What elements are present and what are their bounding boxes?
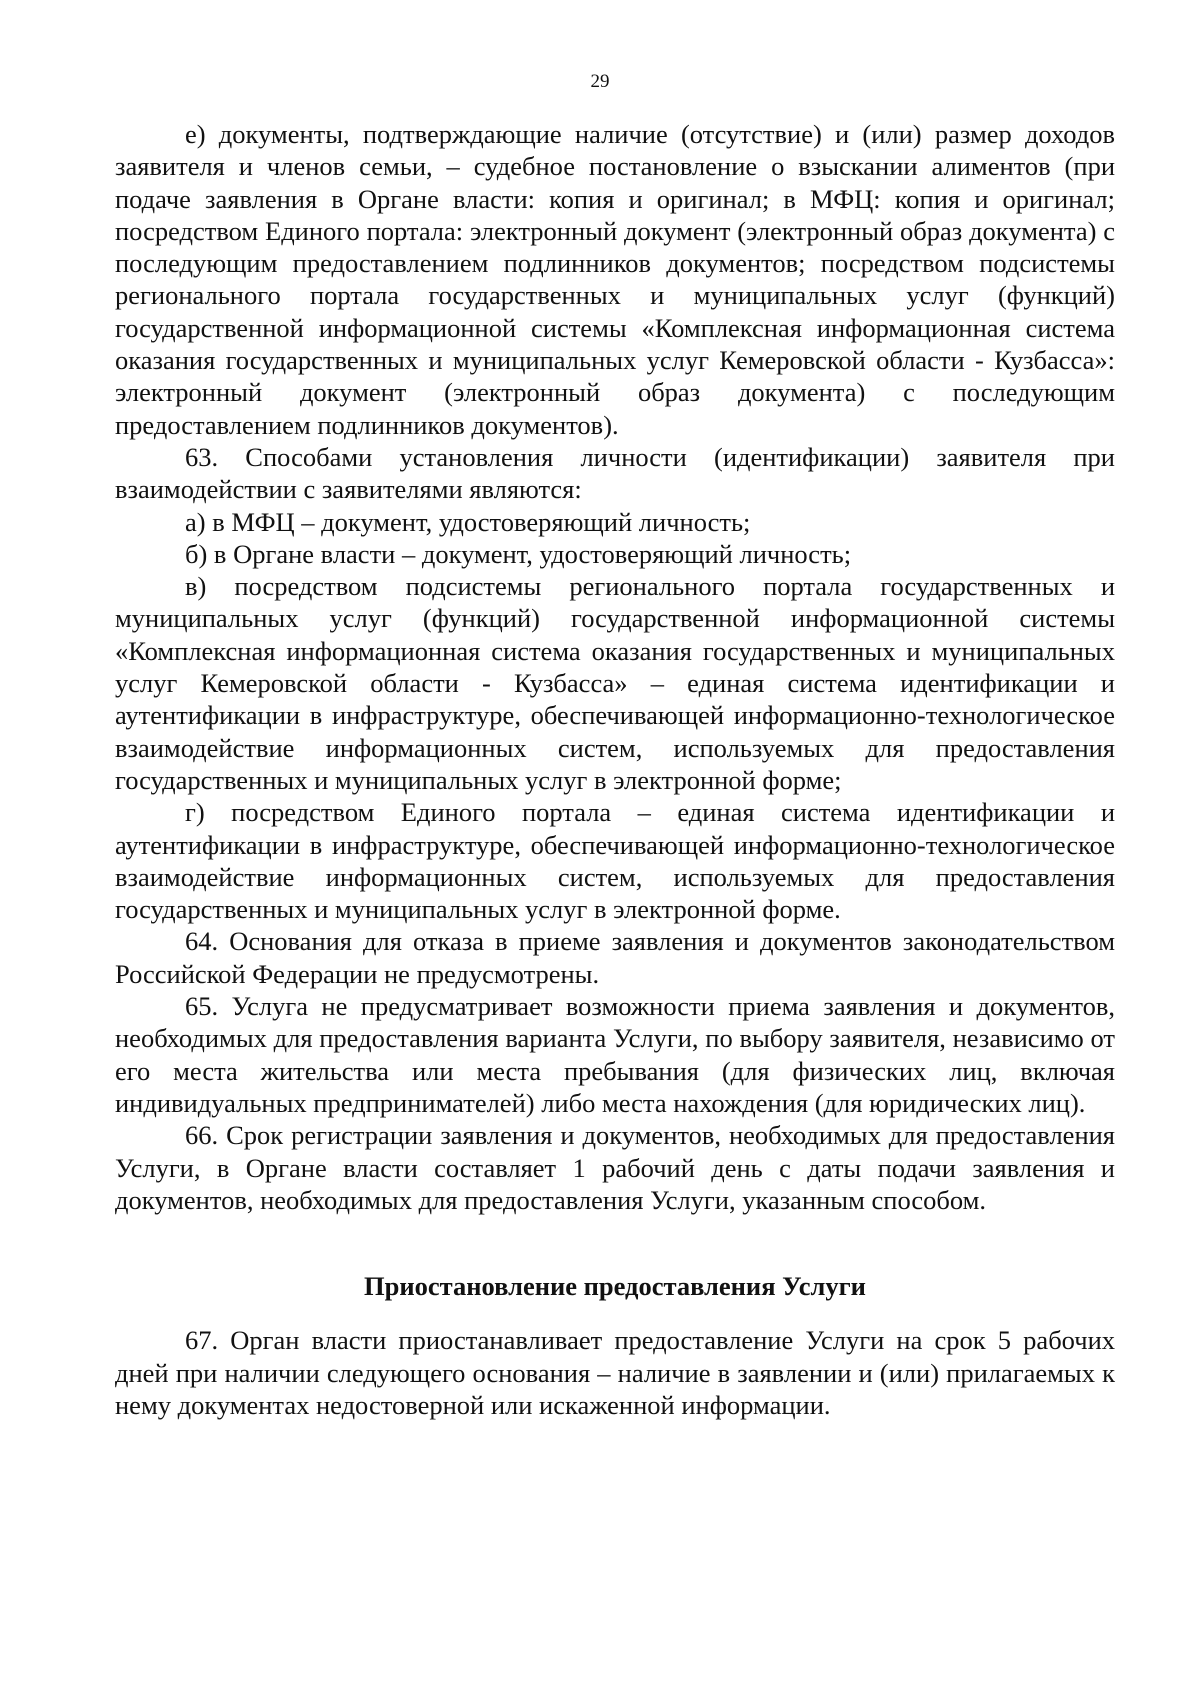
- document-body: [115, 118, 1115, 1421]
- section-heading: Приостановление предоставления Услуги: [364, 1271, 866, 1302]
- list-item-b-authority: б) в Органе власти – документ, удостоверяющий личность;: [185, 538, 852, 569]
- list-item-g-unified-portal: г) посредством Единого портала – единая система идентификации и аутентификации в инфраструктуре, обеспечивающей информационно-технологическое взаимодействие информационных систем, используемых для предоставления государственных и муниципальных услуг в электронной форме.: [115, 797, 1115, 925]
- paragraph-64-refusal-grounds: 64. Основания для отказа в приеме заявления и документов законодательством Российской Федерации не предусмотрены.: [115, 926, 1115, 989]
- paragraph-e-income-documents: е) документы, подтверждающие наличие (отсутствие) и (или) размер доходов заявителя и членов семьи, – судебное постановление о взыскании алиментов (при подаче заявления в Органе власти: копия и оригинал; в МФЦ: копия и оригинал; посредством Единого портала: электронный документ (электронный образ документа) с последующим предоставлением подлинников документов; посредством подсистемы регионального портала государственных и муниципальных услуг (функций) государственной информационной системы «Комплексная информационная система оказания государственных и муниципальных услуг Кемеровской области - Кузбасса»: электронный документ (электронный образ документа) с последующим предоставлением подлинников документов).: [115, 119, 1115, 440]
- paragraph-65-extraterritorial: 65. Услуга не предусматривает возможности приема заявления и документов, необходимых для предоставления варианта Услуги, по выбору заявителя, независимо от его места жительства или места пребывания (для физических лиц, включая индивидуальных предпринимателей) либо места нахождения (для юридических лиц).: [115, 991, 1115, 1118]
- paragraph-67-suspension: 67. Орган власти приостанавливает предоставление Услуги на срок 5 рабочих дней при наличии следующего основания – наличие в заявлении и (или) прилагаемых к нему документах недостоверной или искаженной информации.: [115, 1325, 1115, 1420]
- paragraph-63-identification-methods: 63. Способами установления личности (идентификации) заявителя при взаимодействии с заявителями являются:: [115, 441, 1115, 505]
- list-item-v-regional-portal: в) посредством подсистемы регионального портала государственных и муниципальных услуг (функций) государственной информационной системы «Комплексная информационная система оказания государственных и муниципальных услуг Кемеровской области - Кузбасса» – единая система идентификации и аутентификации в инфраструктуре, обеспечивающей информационно-технологическое взаимодействие информационных систем, используемых для предоставления государственных и муниципальных услуг в электронной форме;: [115, 571, 1115, 795]
- list-item-a-mfc: а) в МФЦ – документ, удостоверяющий личность;: [185, 506, 751, 537]
- paragraph-66-registration-term: 66. Срок регистрации заявления и документов, необходимых для предоставления Услуги, в Органе власти составляет 1 рабочий день с даты подачи заявления и документов, необходимых для предоставления Услуги, указанным способом.: [115, 1120, 1115, 1215]
- page-number: 29: [590, 71, 610, 92]
